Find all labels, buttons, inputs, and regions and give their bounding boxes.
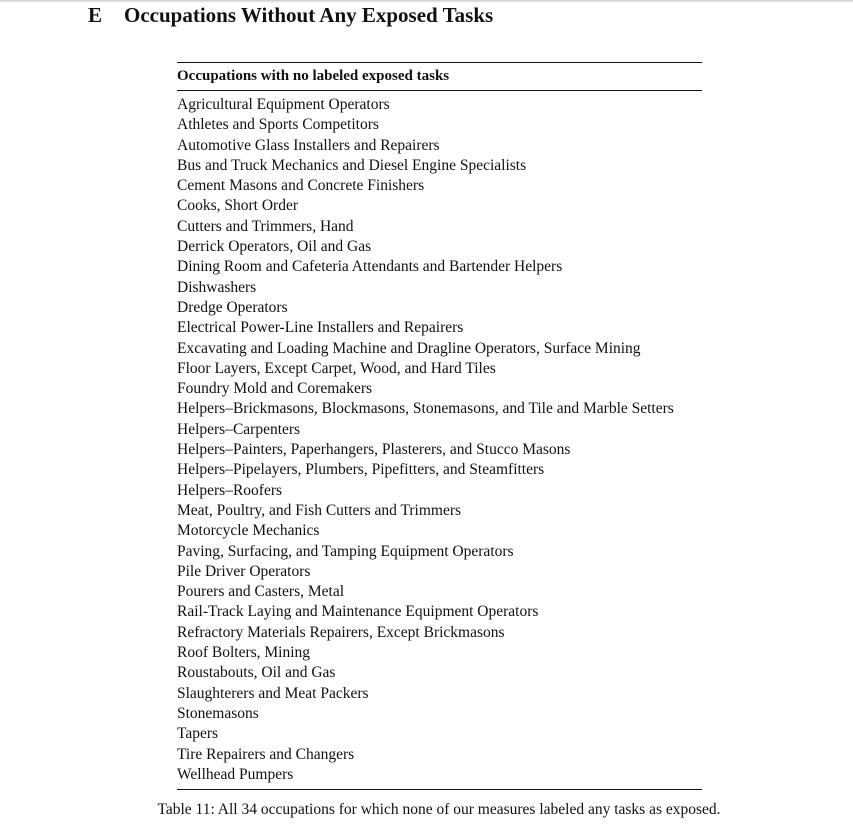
table-body: [177, 91, 702, 789]
table-row: Meat, Poultry, and Fish Cutters and Trimmers: [177, 501, 462, 519]
table-row: Tapers: [177, 725, 219, 743]
table-caption: Table 11: All 34 occupations for which none of our measures labeled any tasks as exposed.: [157, 801, 721, 818]
section-title: Occupations Without Any Exposed Tasks: [124, 3, 494, 27]
table-row: Helpers–Brickmasons, Blockmasons, Stonemasons, and Tile and Marble Setters: [177, 400, 674, 418]
table-row: Floor Layers, Except Carpet, Wood, and Hard Tiles: [177, 359, 496, 377]
table-row: Slaughterers and Meat Packers: [177, 684, 369, 702]
table-row: Bus and Truck Mechanics and Diesel Engine Specialists: [177, 156, 527, 174]
occupations-table: [177, 62, 702, 790]
table-row: Wellhead Pumpers: [177, 765, 294, 783]
table-row: Athletes and Sports Competitors: [177, 116, 379, 134]
table-row: Helpers–Roofers: [177, 481, 283, 499]
table-row: Derrick Operators, Oil and Gas: [177, 238, 372, 256]
table-bottom-rule: [177, 789, 702, 790]
table-row: Motorcycle Mechanics: [177, 522, 320, 540]
table-row: Pourers and Casters, Metal: [177, 583, 345, 601]
table-row: Dredge Operators: [177, 298, 288, 316]
table-row: Helpers–Pipelayers, Plumbers, Pipefitters, and Steamfitters: [177, 461, 545, 479]
table-row: Dining Room and Cafeteria Attendants and Bartender Helpers: [177, 258, 563, 276]
table-row: Pile Driver Operators: [177, 562, 311, 580]
table-row: Helpers–Painters, Paperhangers, Plasterers, and Stucco Masons: [177, 441, 571, 459]
table-row: Electrical Power-Line Installers and Repairers: [177, 319, 464, 337]
section-number: E: [88, 3, 103, 27]
table-row: Agricultural Equipment Operators: [177, 96, 390, 113]
table-row: Roof Bolters, Mining: [177, 644, 311, 662]
table-row: Cement Masons and Concrete Finishers: [177, 177, 425, 195]
table-row: Tire Repairers and Changers: [177, 745, 355, 763]
section-heading: [88, 2, 493, 28]
table-row: Refractory Materials Repairers, Except Brickmasons: [177, 623, 505, 641]
table-row: Roustabouts, Oil and Gas: [177, 664, 336, 682]
table-row: Stonemasons: [177, 704, 259, 722]
table-row: Cutters and Trimmers, Hand: [177, 217, 354, 235]
table-header: Occupations with no labeled exposed tasks: [177, 68, 450, 84]
table-row: Helpers–Carpenters: [177, 420, 301, 438]
table-row: Automotive Glass Installers and Repairers: [177, 136, 440, 154]
table-row: Rail-Track Laying and Maintenance Equipment Operators: [177, 603, 539, 621]
table-row: Foundry Mold and Coremakers: [177, 380, 373, 398]
table-row: Paving, Surfacing, and Tamping Equipment Operators: [177, 542, 514, 560]
table-row: Cooks, Short Order: [177, 197, 298, 215]
table-row: Excavating and Loading Machine and Dragline Operators, Surface Mining: [177, 339, 641, 357]
table-row: Dishwashers: [177, 278, 257, 296]
